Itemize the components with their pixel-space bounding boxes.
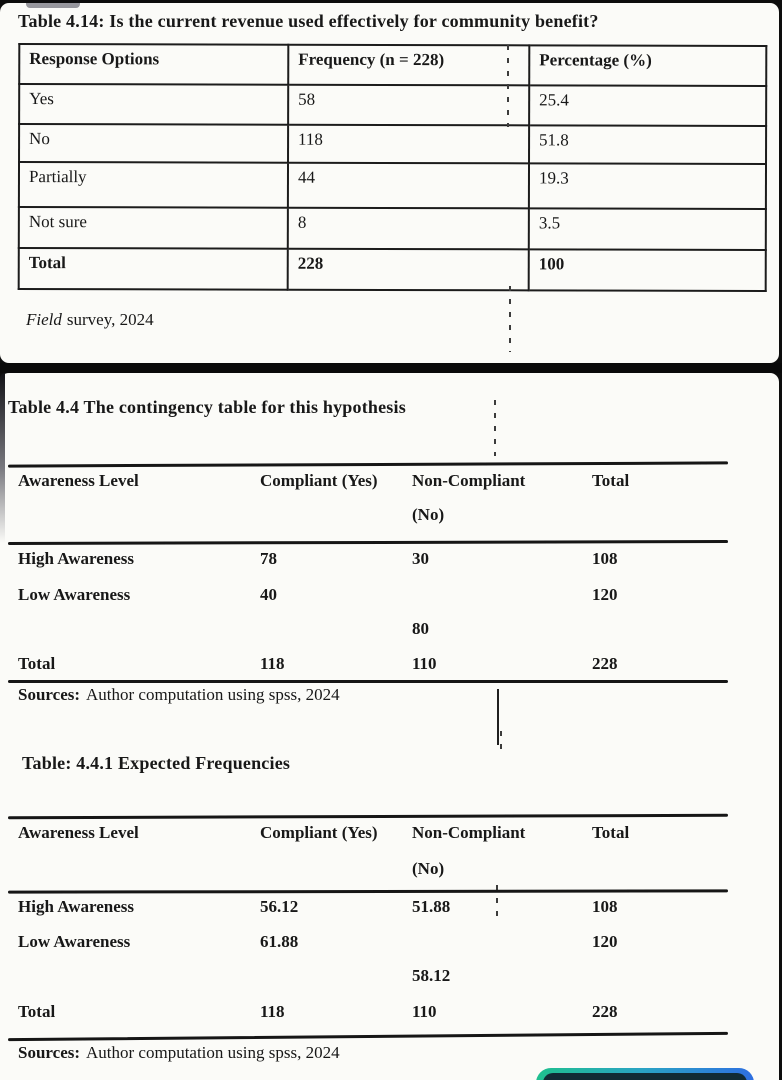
col-header-percentage: Percentage (%): [529, 45, 766, 86]
cell-frequency: 8: [288, 208, 529, 250]
scan-fold-artifact: [494, 400, 496, 456]
cell-compliant: 118: [260, 1002, 285, 1021]
page-edge-shadow: [0, 373, 5, 543]
col-header-compliant: Compliant (Yes): [260, 471, 378, 490]
scan-fold-artifact: [509, 286, 511, 352]
cell-total: [592, 619, 734, 639]
cell-label: Low Awareness: [18, 585, 131, 604]
cell-frequency: 118: [288, 125, 529, 164]
cell-label: [8, 619, 260, 639]
contingency-row-overflow: [8, 619, 734, 639]
cell-compliant: 78: [260, 549, 277, 568]
expected-header-subrow: [8, 859, 734, 879]
table-4-14: [18, 43, 768, 292]
col-header-non-compliant: Non-Compliant: [412, 823, 526, 842]
cell-non-compliant: [412, 932, 592, 952]
table-4-4-1-title: Table: 4.4.1 Expected Frequencies: [22, 753, 291, 773]
col-header-awareness-level: Awareness Level: [18, 823, 139, 842]
caption-lead: Field: [26, 310, 62, 329]
cell-total: 108: [592, 549, 618, 568]
table-rule: [8, 680, 728, 683]
cell-label: Not sure: [19, 207, 288, 249]
table-row-yes: [19, 84, 766, 126]
table-rule: [8, 814, 728, 820]
cell-percentage: 19.3: [529, 163, 766, 209]
expected-row-total: [8, 1002, 734, 1022]
table-row-partially: [19, 162, 766, 209]
col-header-frequency: Frequency (n = 228): [288, 45, 529, 86]
expected-row-high: [8, 897, 734, 917]
cell-non-compliant: 30: [412, 549, 429, 568]
cell-total: 108: [592, 897, 618, 916]
table-4-14-title: Table 4.14: Is the current revenue used effectively for community benefit?: [18, 11, 599, 31]
table-rule: [8, 461, 728, 467]
cell-compliant: 56.12: [260, 897, 299, 916]
contingency-header-subrow: [8, 505, 734, 525]
col-header-no-sub: (No): [412, 505, 445, 524]
expected-row-low: [8, 932, 734, 952]
cell-label: Total: [18, 1002, 56, 1021]
table-rule: [8, 540, 728, 545]
floating-action-button-face: [543, 1073, 747, 1080]
cell-label: [8, 966, 260, 986]
cell-total: 228: [592, 654, 618, 673]
caption-rest: survey, 2024: [66, 310, 154, 329]
cell-compliant: 118: [260, 654, 285, 673]
source-label: Sources:: [18, 1043, 81, 1062]
cell-total: 120: [592, 585, 618, 604]
cell-frequency: 58: [288, 85, 529, 126]
cell-non-compliant: 51.88: [412, 897, 451, 916]
table-rule: [8, 1032, 728, 1041]
cell-non-compliant: 80: [412, 619, 429, 638]
col-header-non-compliant: Non-Compliant: [412, 471, 526, 490]
col-header-total: Total: [592, 823, 630, 842]
contingency-header-row: [8, 471, 734, 491]
cell-non-compliant: 58.12: [412, 966, 451, 985]
source-text: Author computation using spss, 2024: [86, 685, 340, 704]
cell-label: No: [19, 124, 288, 163]
cell-label: Partially: [19, 162, 288, 208]
source-label: Sources:: [18, 685, 81, 704]
contingency-row-low: [8, 585, 734, 605]
cell-non-compliant: 110: [412, 654, 437, 673]
scanned-page-bottom: [0, 373, 779, 1080]
cell-total: 120: [592, 932, 618, 951]
contingency-source: [18, 685, 340, 705]
cell-compliant: 40: [260, 585, 277, 604]
cell-non-compliant: [412, 585, 592, 605]
cell-percentage: 100: [529, 249, 766, 291]
cell-percentage: 51.8: [529, 125, 766, 164]
page-separator: [0, 363, 782, 373]
table-row-total: [19, 248, 766, 291]
expected-row-overflow: [8, 966, 734, 986]
cell-label: Yes: [19, 84, 288, 125]
scan-fold-artifact: [497, 689, 499, 745]
cell-label: Total: [19, 248, 288, 290]
source-text: Author computation using spss, 2024: [86, 1043, 340, 1062]
floating-action-button[interactable]: [536, 1068, 754, 1080]
table-4-4-title: Table 4.4 The contingency table for this hypothesis: [8, 397, 406, 417]
table-rule: [8, 889, 728, 893]
cell-label: High Awareness: [18, 549, 135, 568]
field-survey-caption: [26, 310, 154, 330]
table-header-row: [19, 44, 766, 86]
col-header-awareness-level: Awareness Level: [18, 471, 139, 490]
col-header-no-sub: (No): [412, 859, 445, 878]
col-header-response-options: Response Options: [19, 44, 288, 85]
contingency-row-high: [8, 549, 734, 569]
expected-header-row: [8, 823, 734, 843]
cell-total: [592, 966, 734, 986]
cell-non-compliant: 110: [412, 1002, 437, 1021]
cell-compliant: [260, 619, 412, 639]
expected-source: [18, 1043, 340, 1063]
cell-label: Low Awareness: [18, 932, 131, 951]
cell-label: Total: [18, 654, 56, 673]
scanned-page-top: [0, 3, 779, 363]
scan-fold-artifact: [507, 45, 509, 127]
page-corner-artifact: [26, 3, 80, 8]
col-header-total: Total: [592, 471, 630, 490]
cell-label: High Awareness: [18, 897, 135, 916]
cell-percentage: 25.4: [529, 85, 766, 126]
table-row-no: [19, 124, 766, 164]
cell-compliant: [260, 966, 412, 986]
col-header-compliant: Compliant (Yes): [260, 823, 378, 842]
cell-frequency: 228: [288, 249, 529, 291]
table-row-not-sure: [19, 207, 766, 250]
contingency-row-total: [8, 654, 734, 674]
cell-percentage: 3.5: [529, 208, 766, 250]
cell-total: 228: [592, 1002, 618, 1021]
scan-fold-artifact: [500, 731, 502, 753]
cell-compliant: 61.88: [260, 932, 299, 951]
cell-frequency: 44: [288, 163, 529, 209]
